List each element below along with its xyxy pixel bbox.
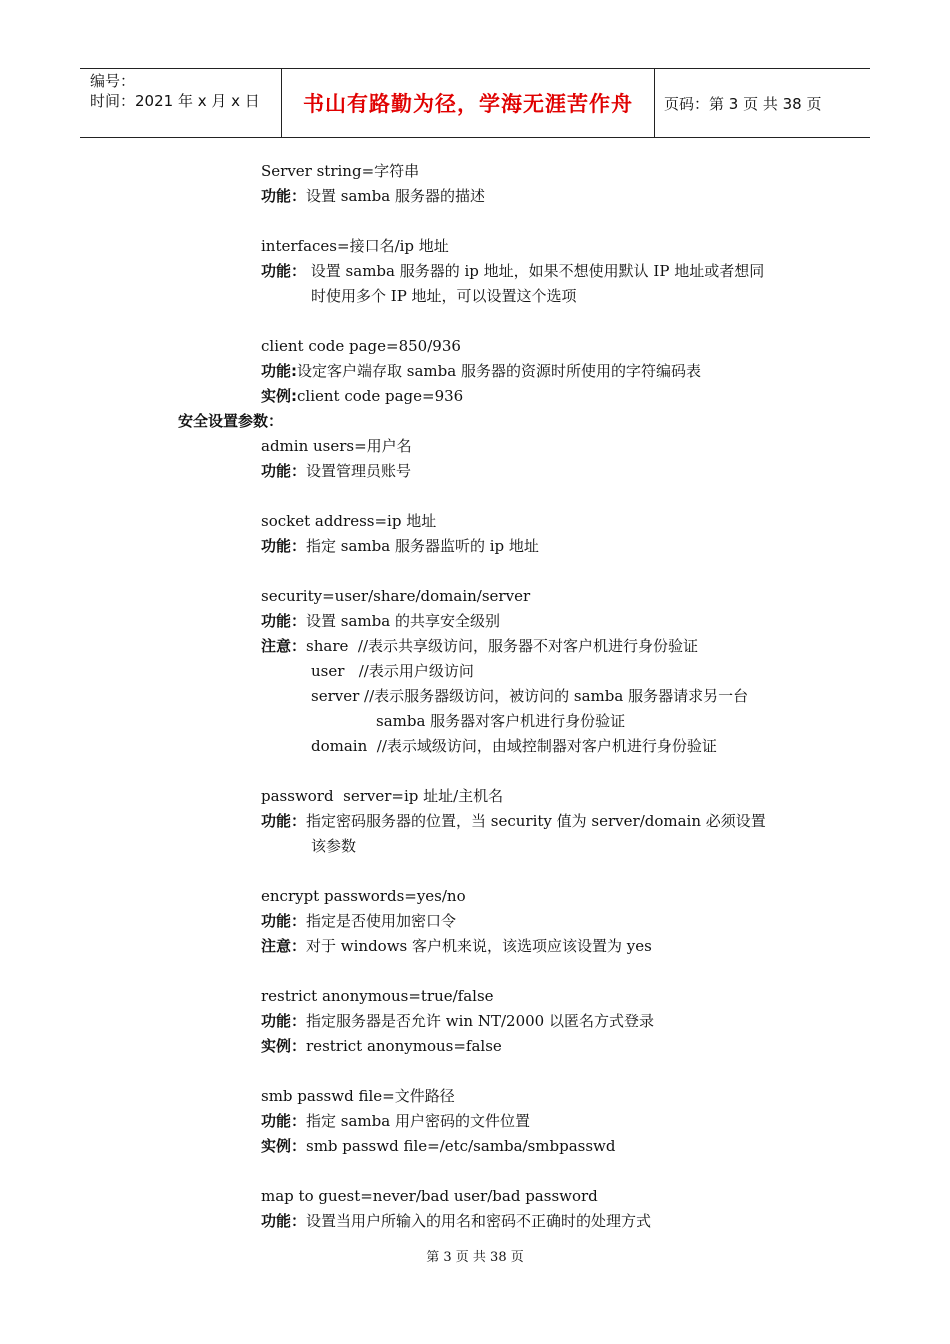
header-page-info: 页码：第 3 页 共 38 页 [664,94,822,113]
desc-line [261,1011,654,1031]
desc-line [261,361,701,381]
page-header [80,68,870,138]
example-line [261,1036,502,1056]
desc-line [261,1111,530,1131]
desc-text: 设置管理员账号 [306,462,412,480]
param-server-string: Server string=字符串 [261,162,420,180]
note-server-continuation: samba 服务器对客户机进行身份验证 [376,712,626,730]
note-domain: domain //表示域级访问，由域控制器对客户机进行身份验证 [311,737,717,755]
example-text: smb passwd file=/etc/samba/smbpasswd [306,1137,616,1155]
header-number-label: 编号： [90,72,136,90]
desc-text: 设置 samba 的共享安全级别 [306,612,500,630]
desc-continuation: 时使用多个 IP 地址，可以设置这个选项 [311,287,577,305]
label-function: 功能： [261,187,307,205]
label-function: 功能： [261,812,307,830]
note-server: server //表示服务器级访问，被访问的 samba 服务器请求另一台 [311,687,749,705]
param-socket-address: socket address=ip 地址 [261,512,437,530]
label-function: 功能： [261,462,307,480]
header-meta [80,69,282,137]
param-admin-users: admin users=用户名 [261,437,412,455]
desc-text: 设定客户端存取 samba 服务器的资源时所使用的字符编码表 [297,362,701,380]
param-restrict-anonymous: restrict anonymous=true/false [261,987,494,1005]
desc-text: 指定服务器是否允许 win NT/2000 以匿名方式登录 [306,1012,654,1030]
desc-line [261,911,456,931]
label-example: 实例: [261,387,297,405]
desc-text: 指定 samba 服务器监听的 ip 地址 [306,537,539,555]
example-line [261,386,463,406]
example-text: restrict anonymous=false [306,1037,502,1055]
label-function: 功能: [261,362,297,380]
param-security: security=user/share/domain/server [261,587,531,605]
desc-continuation: 该参数 [311,837,357,855]
example-text: client code page=936 [297,387,464,405]
example-line [261,1136,616,1156]
param-client-code-page: client code page=850/936 [261,337,461,355]
desc-text: 设置 samba 服务器的 ip 地址，如果不想使用默认 IP 地址或者想同 [306,262,765,280]
desc-text: 指定密码服务器的位置，当 security 值为 server/domain 必须设置 [306,812,766,830]
note-user: user //表示用户级访问 [311,662,474,680]
desc-text: 指定是否使用加密口令 [306,912,457,930]
label-function: 功能： [261,1212,307,1230]
note-text: share //表示共享级访问，服务器不对客户机进行身份验证 [306,637,699,655]
param-map-to-guest: map to guest=never/bad user/bad password [261,1187,598,1205]
label-function: 功能： [261,262,307,280]
label-function: 功能： [261,537,307,555]
label-example: 实例： [261,1137,307,1155]
label-function: 功能： [261,612,307,630]
note-text: 对于 windows 客户机来说，该选项应该设置为 yes [306,937,652,955]
label-function: 功能： [261,912,307,930]
desc-line [261,1211,651,1231]
label-note: 注意： [261,937,307,955]
param-smb-passwd-file: smb passwd file=文件路径 [261,1087,455,1105]
desc-line [261,811,766,831]
section-heading: 安全设置参数： [178,412,284,430]
page-footer: 第 3 页 共 38 页 [426,1250,524,1265]
desc-line [261,536,539,556]
header-time-label: 时间：2021 年 x 月 x 日 [90,92,260,110]
label-function: 功能： [261,1012,307,1030]
desc-line [261,261,764,281]
desc-text: 指定 samba 用户密码的文件位置 [306,1112,530,1130]
note-line [261,936,652,956]
param-interfaces: interfaces=接口名/ip 地址 [261,237,449,255]
label-function: 功能： [261,1112,307,1130]
desc-text: 设置当用户所输入的用名和密码不正确时的处理方式 [306,1212,652,1230]
label-note: 注意： [261,637,307,655]
header-motto: 书山有路勤为径，学海无涯苦作舟 [282,69,655,137]
param-password-server: password server=ip 址址/主机名 [261,787,504,805]
label-example: 实例： [261,1037,307,1055]
desc-line [261,461,411,481]
note-line [261,636,698,656]
desc-text: 设置 samba 服务器的描述 [306,187,485,205]
desc-line [261,611,500,631]
param-encrypt-passwords: encrypt passwords=yes/no [261,887,466,905]
desc-line [261,186,485,206]
